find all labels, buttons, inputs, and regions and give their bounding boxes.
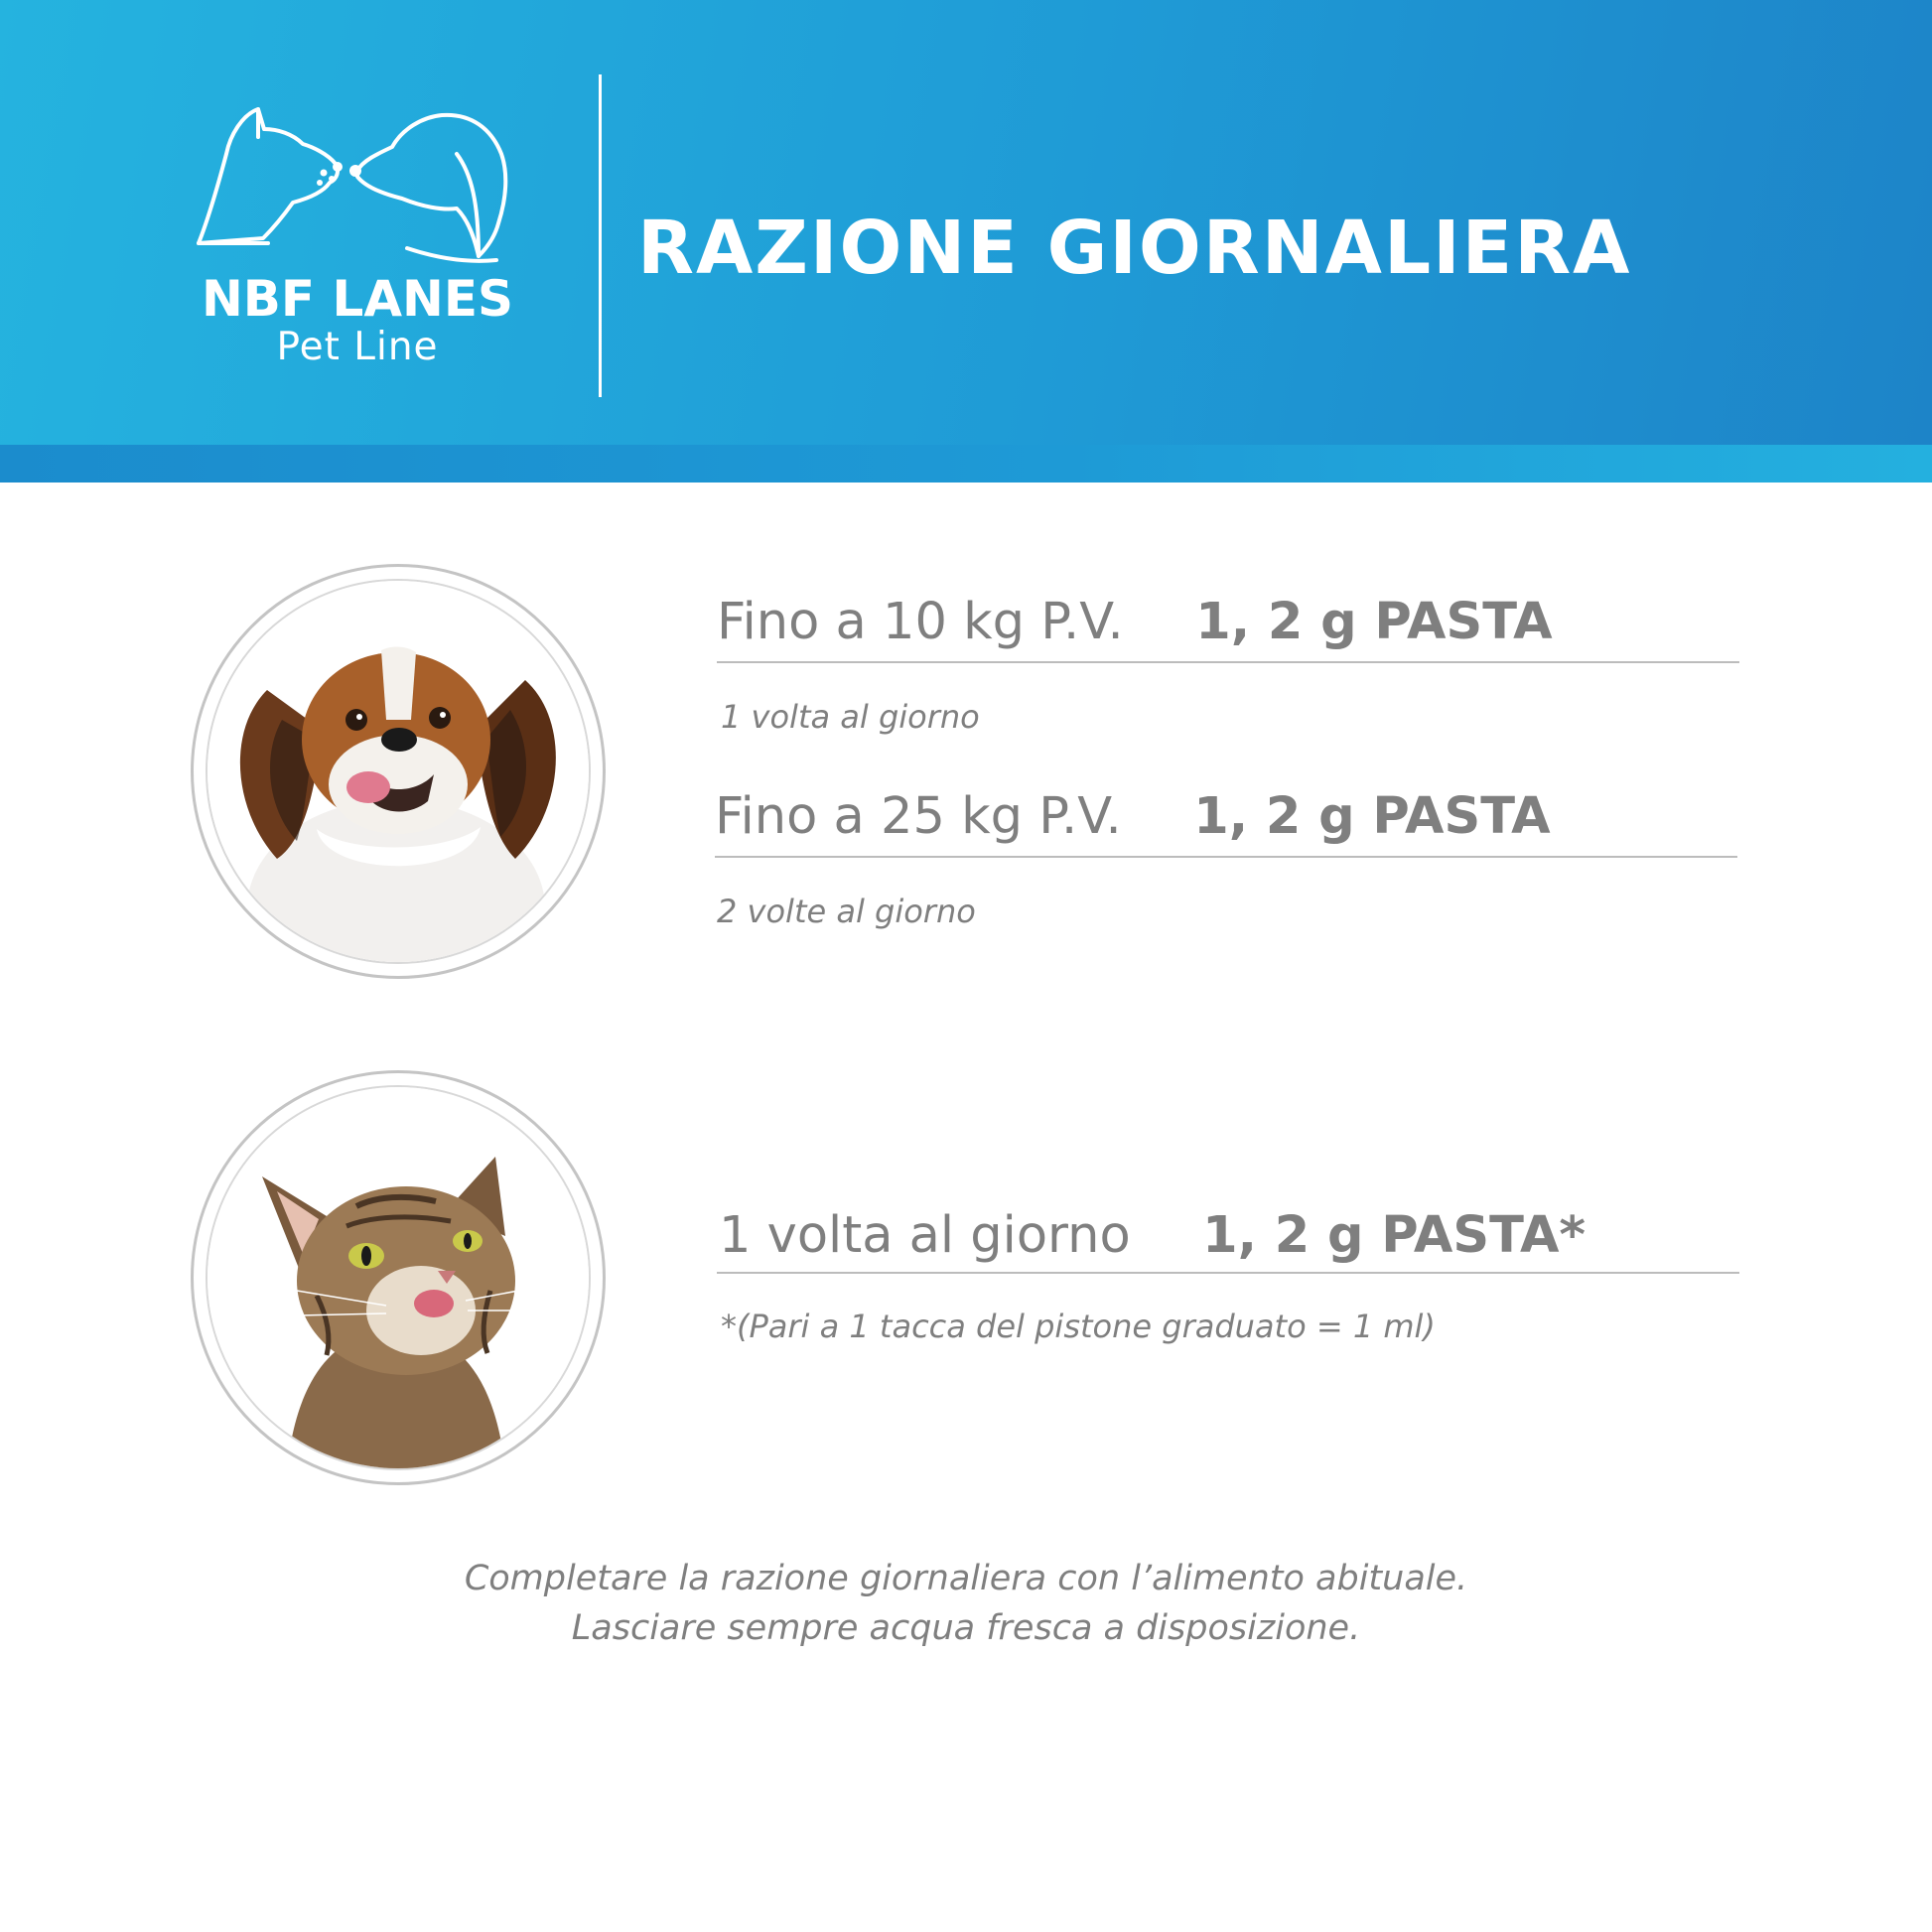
- header-accent-strip: [0, 445, 1932, 483]
- cat-row-weight: 1 volta al giorno: [719, 1206, 1131, 1265]
- dog-row-1: [717, 590, 1553, 655]
- footer-note-line-2: Lasciare sempre acqua fresca a disposizione.: [571, 1608, 1361, 1648]
- header-banner: [0, 0, 1932, 445]
- dog-row-2: [715, 784, 1551, 850]
- brand-subtitle: Pet Line: [276, 325, 439, 369]
- dog-row-2-weight: Fino a 25 kg P.V.: [715, 787, 1122, 846]
- brand-name: NBF LANES: [201, 270, 514, 328]
- cat-photo: [206, 1085, 591, 1470]
- cat-row-note: *(Pari a 1 tacca del pistone graduato = 1 ml): [721, 1308, 1436, 1345]
- dog-photo: [206, 579, 591, 964]
- dog-photo-frame: [191, 564, 606, 979]
- dog-row-2-frequency: 2 volte al giorno: [717, 893, 976, 930]
- cat-dog-logo-icon: [189, 99, 536, 278]
- cat-photo-frame: [191, 1070, 606, 1485]
- page-title: RAZIONE GIORNALIERA: [637, 206, 1632, 291]
- cat-row-dose: 1, 2 g PASTA*: [1202, 1206, 1587, 1265]
- footer-note-line-1: Completare la razione giornaliera con l’alimento abituale.: [464, 1559, 1468, 1598]
- dog-row-1-frequency: 1 volta al giorno: [721, 698, 980, 736]
- dog-row-1-rule: [717, 661, 1739, 663]
- dog-row-2-dose: 1, 2 g PASTA: [1193, 787, 1551, 846]
- cat-row: [719, 1203, 1586, 1269]
- header-divider: [599, 74, 602, 397]
- dog-row-1-weight: Fino a 10 kg P.V.: [717, 593, 1124, 651]
- dog-row-1-dose: 1, 2 g PASTA: [1195, 593, 1553, 651]
- dog-row-2-rule: [715, 856, 1737, 858]
- cat-row-rule: [717, 1272, 1739, 1274]
- footer-note: [298, 1554, 1634, 1653]
